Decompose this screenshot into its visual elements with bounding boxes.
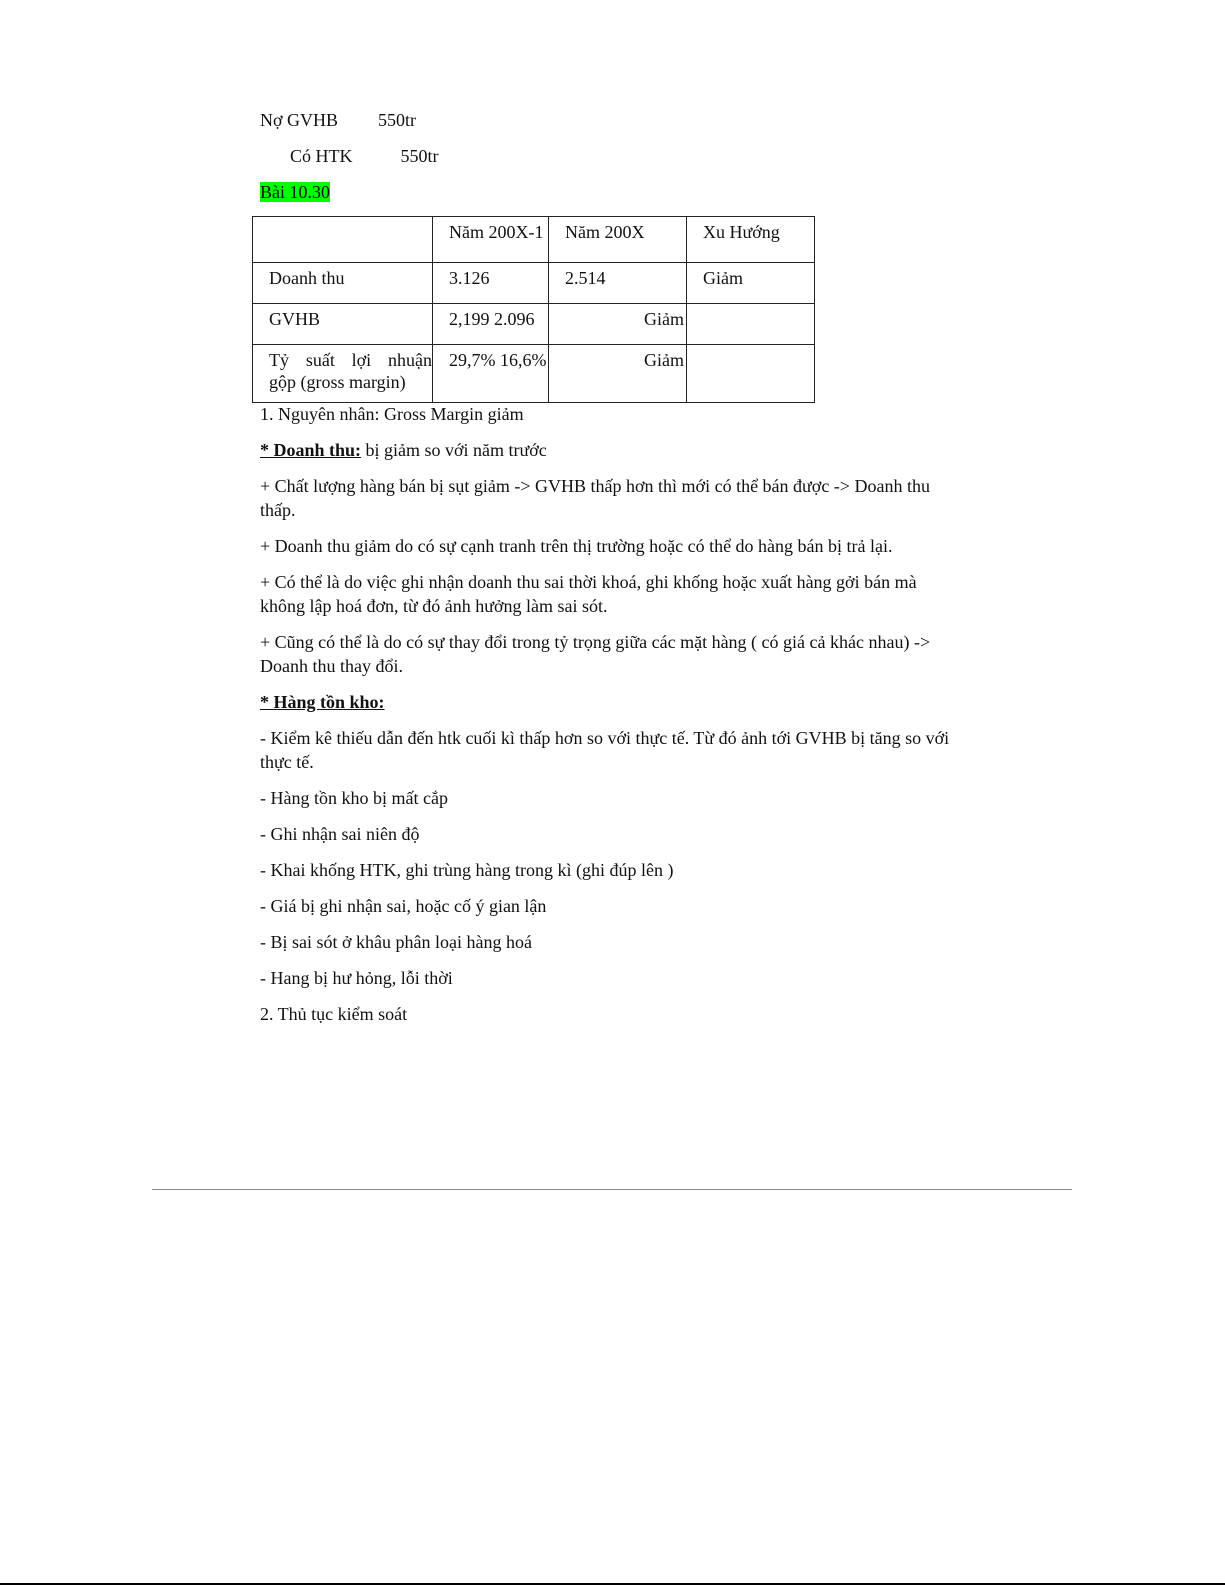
table-header-cell: Xu Hướng bbox=[687, 217, 815, 263]
cell: Giảm bbox=[549, 304, 687, 345]
cell bbox=[687, 345, 815, 403]
journal-credit-line bbox=[290, 144, 990, 168]
table-row bbox=[253, 345, 815, 403]
inventory-heading: * Hàng tồn kho: bbox=[260, 692, 385, 712]
revenue-point: + Cũng có thể là do có sự thay đổi trong tỷ trọng giữa các mặt hàng ( có giá cả khác nhau) -> Doanh thu thay đổi. bbox=[260, 632, 931, 676]
row-label: GVHB bbox=[253, 304, 433, 345]
inventory-point: - Giá bị ghi nhận sai, hoặc cố ý gian lận bbox=[260, 896, 547, 916]
revenue-point: + Có thể là do việc ghi nhận doanh thu sai thời khoá, ghi khống hoặc xuất hàng gởi bán mà không lập hoá đơn, từ đó ảnh hưởng làm sai sót. bbox=[260, 572, 917, 616]
credit-account: Có HTK bbox=[290, 146, 353, 166]
credit-amount: 550tr bbox=[400, 146, 439, 166]
exercise-title: Bài 10.30 bbox=[260, 182, 330, 202]
inventory-point: - Ghi nhận sai niên độ bbox=[260, 824, 420, 844]
debit-account: Nợ GVHB bbox=[260, 110, 339, 130]
revenue-point: + Doanh thu giảm do có sự cạnh tranh trên thị trường hoặc có thể do hàng bán bị trả lại. bbox=[260, 536, 893, 556]
revenue-point: + Chất lượng hàng bán bị sụt giảm -> GVHB thấp hơn thì mới có thể bán được -> Doanh thu thấp. bbox=[260, 476, 930, 520]
inventory-point: - Bị sai sót ở khâu phân loại hàng hoá bbox=[260, 932, 532, 952]
cell: 3.126 bbox=[433, 263, 549, 304]
cell: Giảm bbox=[549, 345, 687, 403]
row-label: Tỷ suất lợi nhuận gộp (gross margin) bbox=[253, 345, 433, 403]
debit-amount: 550tr bbox=[378, 110, 417, 130]
page-divider bbox=[152, 1189, 1072, 1190]
cell: Giảm bbox=[687, 263, 815, 304]
inventory-point: - Kiểm kê thiếu dẫn đến htk cuối kì thấp hơn so với thực tế. Từ đó ảnh tới GVHB bị tăng so với thực tế. bbox=[260, 728, 950, 772]
table-header-cell: Năm 200X bbox=[549, 217, 687, 263]
journal-debit-line bbox=[260, 108, 960, 132]
cell: 2,199 2.096 bbox=[433, 304, 549, 345]
table-row bbox=[253, 263, 815, 304]
inventory-point: - Khai khống HTK, ghi trùng hàng trong kì (ghi đúp lên ) bbox=[260, 860, 674, 880]
revenue-heading: * Doanh thu: bị giảm so với năm trước bbox=[260, 440, 547, 460]
cell: 2.514 bbox=[549, 263, 687, 304]
section-1-heading: 1. Nguyên nhân: Gross Margin giảm bbox=[260, 404, 524, 424]
table-header-cell: Năm 200X-1 bbox=[433, 217, 549, 263]
table-header-row bbox=[253, 217, 815, 263]
inventory-point: - Hàng tồn kho bị mất cắp bbox=[260, 788, 448, 808]
trend-table bbox=[252, 216, 815, 403]
inventory-point: - Hang bị hư hỏng, lỗi thời bbox=[260, 968, 453, 988]
cell: 29,7% 16,6% bbox=[433, 345, 549, 403]
table-row bbox=[253, 304, 815, 345]
table-header-cell bbox=[253, 217, 433, 263]
section-2-heading: 2. Thủ tục kiểm soát bbox=[260, 1004, 408, 1024]
cell bbox=[687, 304, 815, 345]
row-label: Doanh thu bbox=[253, 263, 433, 304]
